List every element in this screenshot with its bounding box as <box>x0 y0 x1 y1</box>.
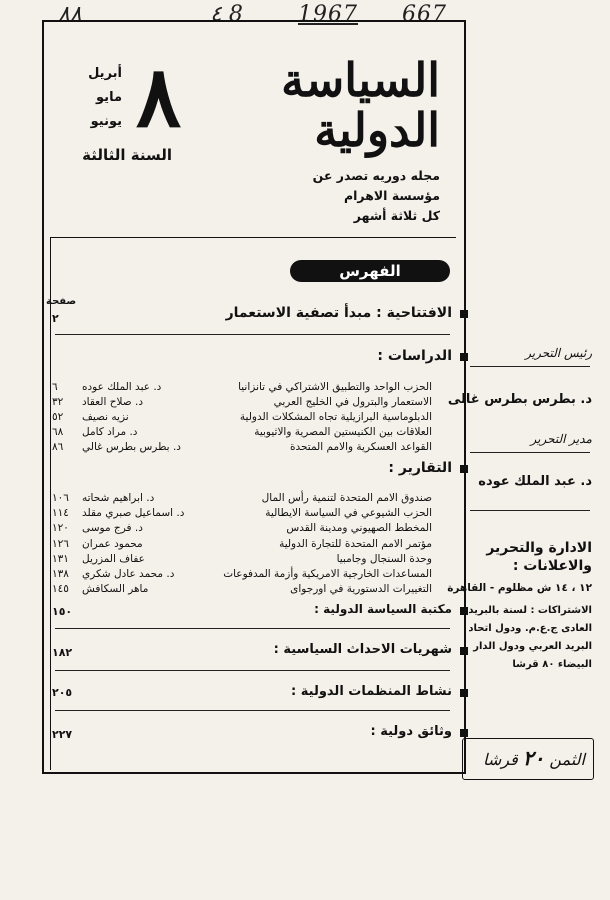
price-value: ٢٠ <box>522 746 545 770</box>
editor-chief-label: رئيس التحرير <box>525 346 592 360</box>
journal-title-line2: الدولية <box>314 103 440 157</box>
divider <box>55 710 450 711</box>
list-item: الاستعمار والبترول في الخليج العربي د. صلاح العقاد ٣٢ <box>52 396 432 408</box>
monthly-page: ١٨٢ <box>52 646 73 659</box>
toc-monthly <box>274 642 452 657</box>
list-item: الحزب الشيوعي في السياسة الايطالية د. اسماعيل صبري مقلد ١١٤ <box>52 507 432 519</box>
divider <box>470 510 590 511</box>
docs-page: ٢٢٧ <box>52 728 73 741</box>
bullet-icon <box>460 647 468 655</box>
editor-name: د. عبد الملك عوده <box>478 474 592 489</box>
catalog-number: ٤ 8 <box>210 2 243 27</box>
toc-reports <box>388 460 452 476</box>
bullet-icon <box>460 353 468 361</box>
studies-label: الدراسات : <box>377 348 452 364</box>
issue-months <box>58 62 122 134</box>
divider <box>55 628 450 629</box>
price-text <box>483 746 585 770</box>
bullet-icon <box>460 689 468 697</box>
editor-label: مدير التحرير <box>530 432 592 446</box>
journal-description <box>270 166 440 226</box>
toc-studies <box>377 348 452 364</box>
reports-label: التقارير : <box>388 460 452 476</box>
subs-line-2: العادى ج.ع.م. ودول اتحاد <box>468 623 592 634</box>
journal-title-line1: السياسة <box>281 53 440 107</box>
library-label: مكتبة السياسة الدولية : <box>314 602 452 616</box>
month-3: يونيو <box>90 114 122 129</box>
list-item: الحزب الواحد والتطبيق الاشتراكي في تانزانيا د. عبد الملك عوده ٦ <box>52 381 432 393</box>
list-item: العلاقات بين الكنيستين المصرية والاثيوبية د. مراد كامل ٦٨ <box>52 426 432 438</box>
monthly-label: شهريات الاحداث السياسية : <box>273 642 452 657</box>
address: ١٢ ، ١٤ ش مظلوم - القاهرة <box>447 582 592 594</box>
desc-line-2: مؤسسة الاهرام <box>343 188 440 203</box>
month-1: أبريل <box>88 66 122 81</box>
divider <box>470 366 590 367</box>
opening-label: الافتتاحية : مبدأ تصفية الاستعمار <box>225 305 452 321</box>
desc-line-1: مجله دوريه تصدر عن <box>312 168 440 183</box>
bullet-icon <box>460 607 468 615</box>
list-item: صندوق الامم المتحدة لتنمية رأس المال د. ابراهيم شحاته ١٠٦ <box>52 492 432 504</box>
catalog-code: ٨٨ <box>58 2 82 27</box>
admin-title-2: والاعلانات : <box>512 558 592 574</box>
list-item: وحدة السنجال وجامبيا عفاف المزريل ١٣١ <box>52 553 432 565</box>
toc-heading: الفهرس <box>290 260 450 282</box>
subs-line-3: البريد العربي ودول الدار <box>473 641 592 652</box>
toc-library <box>314 602 452 616</box>
list-item: القواعد العسكرية والامم المتحدة د. بطرس بطرس غالي ٨٦ <box>52 441 432 453</box>
subs-line-4: البيضاء ٨٠ قرشا <box>512 659 592 670</box>
list-item: المساعدات الخارجية الامريكية وأزمة المدفوعات د. محمد عادل شكري ١٣٨ <box>52 568 432 580</box>
divider <box>470 452 590 453</box>
toc-opening <box>226 305 452 321</box>
divider <box>55 334 450 335</box>
issue-year: السنة الثالثة <box>82 146 172 164</box>
month-2: مايو <box>96 90 122 105</box>
bullet-icon <box>460 465 468 473</box>
orgs-label: نشاط المنظمات الدولية : <box>291 684 452 699</box>
toc-orgs <box>291 684 452 699</box>
price-label: الثمن <box>549 750 585 769</box>
catalog-ref: 667 <box>402 2 447 27</box>
price-unit: قرشا <box>482 750 518 769</box>
opening-page: ٢ <box>52 312 59 325</box>
list-item: الدبلوماسية البرازيلية تجاه المشكلات الدولية نزيه نصيف ٥٢ <box>52 411 432 423</box>
bullet-icon <box>460 310 468 318</box>
admin-title-1: الادارة والتحرير <box>486 540 592 556</box>
subscriptions <box>468 602 592 674</box>
list-item: التغييرات الدستورية في اورجواى ماهر السكافش ١٤٥ <box>52 583 432 595</box>
catalog-year: 1967 <box>298 2 358 27</box>
issue-number: ٨ <box>136 47 182 146</box>
docs-label: وثائق دولية : <box>370 724 452 739</box>
divider <box>55 670 450 671</box>
desc-line-3: كل ثلاثة أشهر <box>353 208 440 223</box>
price-box <box>462 738 594 780</box>
editor-chief-name: د. بطرس بطرس غالى <box>447 392 592 407</box>
subs-line-1: الاشتراكات : لسنة بالبريد <box>468 605 592 616</box>
page-column-label: صفحة <box>46 296 77 307</box>
library-page: ١٥٠ <box>52 605 73 618</box>
bullet-icon <box>460 729 468 737</box>
toc-docs <box>370 724 452 739</box>
orgs-page: ٢٠٥ <box>52 686 73 699</box>
list-item: المخطط الصهيوني ومدينة القدس د. فرج موسى ١٢٠ <box>52 522 432 534</box>
list-item: مؤتمر الامم المتحدة للتجارة الدولية محمود عمران ١٢٦ <box>52 538 432 550</box>
